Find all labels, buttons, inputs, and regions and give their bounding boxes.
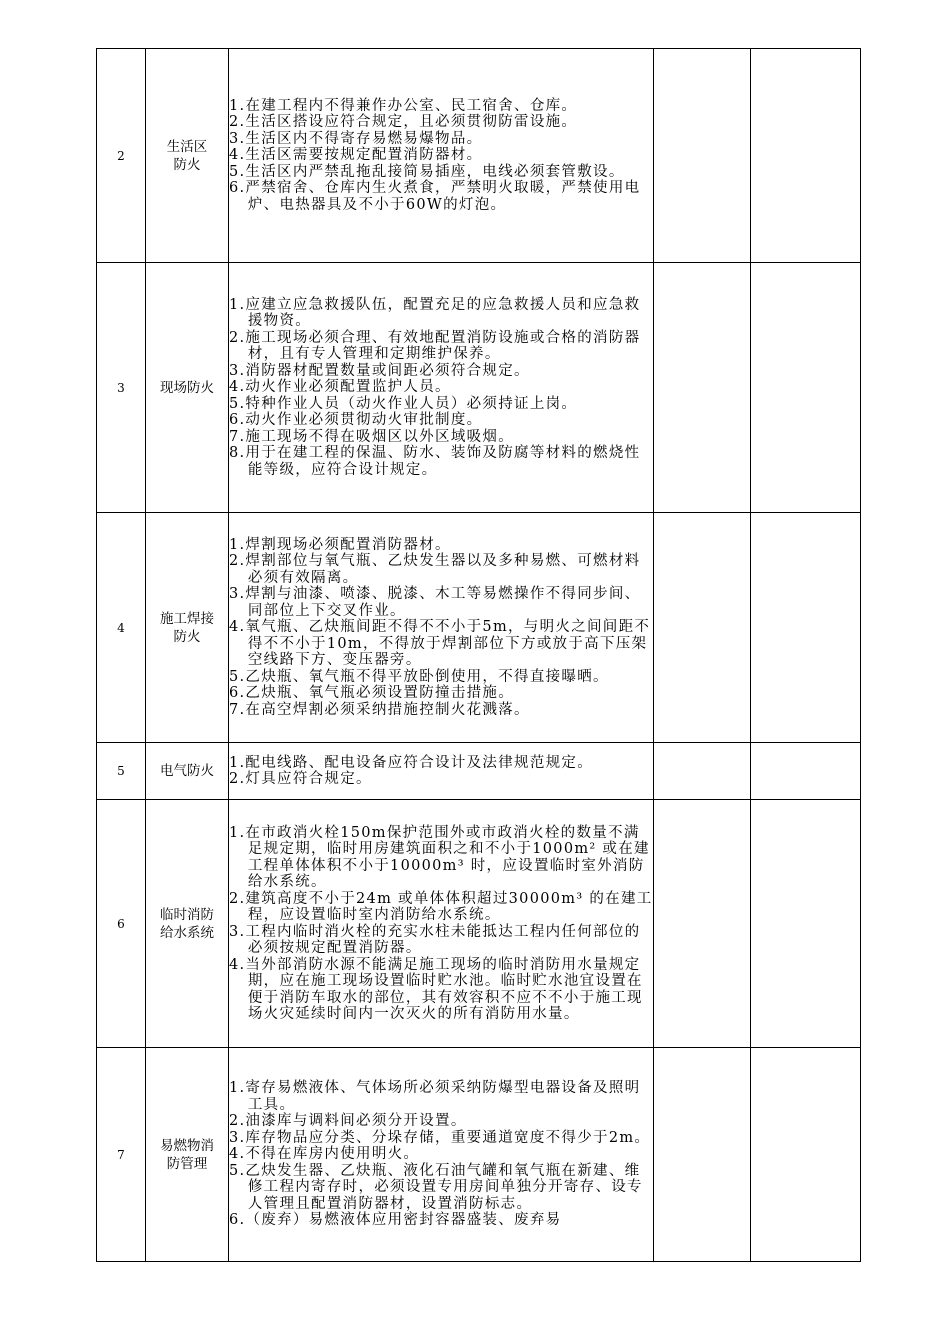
check-item	[146, 263, 229, 513]
content-line: 5.特种作业人员（动火作业人员）必须持证上岗。	[229, 395, 578, 412]
table-row	[97, 800, 861, 1048]
row-number: 3	[97, 263, 146, 513]
content-line: 5.乙炔瓶、氧气瓶不得平放卧倒使用，不得直接曝晒。	[229, 668, 609, 685]
check-content	[229, 743, 654, 800]
remark-cell	[751, 49, 861, 263]
row-number: 5	[97, 743, 146, 800]
content-line: 2.生活区搭设应符合规定，且必须贯彻防雷设施。	[229, 114, 578, 131]
content-line: 2.建筑高度不小于24m 或单体体积超过30000m³ 的在建工程，应设置临时室内消防给水系统。	[229, 890, 653, 923]
item-line: 防火	[173, 156, 201, 173]
table-row	[97, 1048, 861, 1262]
check-item	[146, 743, 229, 800]
check-content	[229, 1048, 654, 1262]
content-line: 7.施工现场不得在吸烟区以外区域吸烟。	[229, 428, 515, 445]
check-result-cell	[654, 800, 751, 1048]
table-row	[97, 743, 861, 800]
content-line: 6.严禁宿舍、仓库内生火煮食，严禁明火取暖，严禁使用电炉、电热器具及不小于60W的灯泡。	[229, 180, 641, 213]
check-result-cell	[654, 513, 751, 743]
content-line: 4.动火作业必须配置监护人员。	[229, 379, 451, 396]
content-line: 1.配电线路、配电设备应符合设计及法律规范规定。	[229, 754, 594, 771]
content-line: 4.氧气瓶、乙炔瓶间距不得不不小于5m，与明火之间间距不得不不小于10m，不得放于焊割部位下方或放于高下压架空线路下方、变压器旁。	[229, 619, 651, 669]
content-line: 2.施工现场必须合理、有效地配置消防设施或合格的消防器材，且有专人管理和定期维护保养。	[229, 329, 641, 363]
remark-cell	[751, 800, 861, 1048]
content-line: 3.生活区内不得寄存易燃易爆物品。	[229, 130, 483, 147]
check-result-cell	[654, 743, 751, 800]
table-row	[97, 263, 861, 513]
item-line: 防火	[173, 628, 201, 645]
content-line: 3.消防器材配置数量或间距必须符合规定。	[229, 362, 530, 379]
row-number: 6	[97, 800, 146, 1048]
content-line: 4.不得在库房内使用明火。	[229, 1146, 420, 1163]
content-line: 3.焊割与油漆、喷漆、脱漆、木工等易燃操作不得同步间、同部位上下交叉作业。	[229, 586, 641, 619]
content-line: 1.在市政消火栓150m保护范围外或市政消火栓的数量不满足规定期，临时用房建筑面积之和不小于1000m² 或在建工程单体体积不小于10000m³ 时，应设置临时室外消防给水系统。	[229, 824, 650, 890]
remark-cell	[751, 743, 861, 800]
content-line: 4.当外部消防水源不能满足施工现场的临时消防用水量规定期，应在施工现场设置临时贮水池。临时贮水池宜设置在便于消防车取水的部位，其有效容积不应不不小于施工现场火灾延续时间内一次灭火的所有消防用水量。	[229, 956, 643, 1022]
content-line: 4.生活区需要按规定配置消防器材。	[229, 147, 483, 164]
row-number: 2	[97, 49, 146, 263]
check-item	[146, 800, 229, 1048]
check-result-cell	[654, 49, 751, 263]
check-content	[229, 800, 654, 1048]
row-number: 7	[97, 1048, 146, 1262]
table-row	[97, 513, 861, 743]
check-result-cell	[654, 263, 751, 513]
content-line: 6.乙炔瓶、氧气瓶必须设置防撞击措施。	[229, 685, 515, 702]
remark-cell	[751, 513, 861, 743]
table-row	[97, 49, 861, 263]
content-line: 5.乙炔发生器、乙炔瓶、液化石油气罐和氧气瓶在新建、维修工程内寄存时，必须设置专用房间单独分开寄存、设专人管理且配置消防器材，设置消防标志。	[229, 1162, 643, 1212]
content-line: 8.用于在建工程的保温、防水、装饰及防腐等材料的燃烧性能等级，应符合设计规定。	[229, 445, 641, 478]
item-line: 电气防火	[160, 763, 214, 779]
content-line: 1.在建工程内不得兼作办公室、民工宿舍、仓库。	[229, 97, 578, 114]
check-content	[229, 49, 654, 263]
item-line: 临时消防	[160, 906, 214, 923]
check-item	[146, 49, 229, 263]
remark-cell	[751, 263, 861, 513]
content-line: 5.生活区内严禁乱拖乱接简易插座，电线必须套管敷设。	[229, 163, 625, 180]
content-line: 6.（废弃）易燃液体应用密封容器盛装、废弃易	[229, 1212, 562, 1229]
item-line: 防管理	[166, 1155, 208, 1172]
check-item	[146, 513, 229, 743]
check-result-cell	[654, 1048, 751, 1262]
content-line: 6.动火作业必须贯彻动火审批制度。	[229, 412, 483, 429]
content-line: 1.焊割现场必须配置消防器材。	[229, 536, 451, 553]
item-line: 现场防火	[160, 379, 214, 396]
check-content	[229, 263, 654, 513]
content-line: 1.应建立应急救援队伍，配置充足的应急救援人员和应急救援物资。	[229, 296, 641, 330]
content-line: 2.焊割部位与氧气瓶、乙炔发生器以及多种易燃、可燃材料必须有效隔离。	[229, 553, 641, 586]
row-number: 4	[97, 513, 146, 743]
remark-cell	[751, 1048, 861, 1262]
fire-safety-checklist-table	[96, 48, 861, 1262]
item-line: 易燃物消	[160, 1137, 214, 1154]
check-item	[146, 1048, 229, 1262]
content-line: 2.油漆库与调料间必须分开设置。	[229, 1113, 467, 1130]
content-line: 7.在高空焊割必须采纳措施控制火花溅落。	[229, 701, 530, 718]
table-body	[97, 49, 861, 1262]
content-line: 1.寄存易燃液体、气体场所必须采纳防爆型电器设备及照明工具。	[229, 1080, 641, 1113]
item-line: 施工焊接	[160, 610, 214, 627]
check-content	[229, 513, 654, 743]
content-line: 3.工程内临时消火栓的充实水柱未能抵达工程内任何部位的必须按规定配置消防器。	[229, 923, 641, 956]
item-line: 给水系统	[160, 924, 214, 941]
item-line: 生活区	[166, 138, 208, 155]
content-line: 2.灯具应符合规定。	[229, 771, 372, 787]
content-line: 3.库存物品应分类、分垛存储，重要通道宽度不得少于2m。	[229, 1129, 651, 1146]
